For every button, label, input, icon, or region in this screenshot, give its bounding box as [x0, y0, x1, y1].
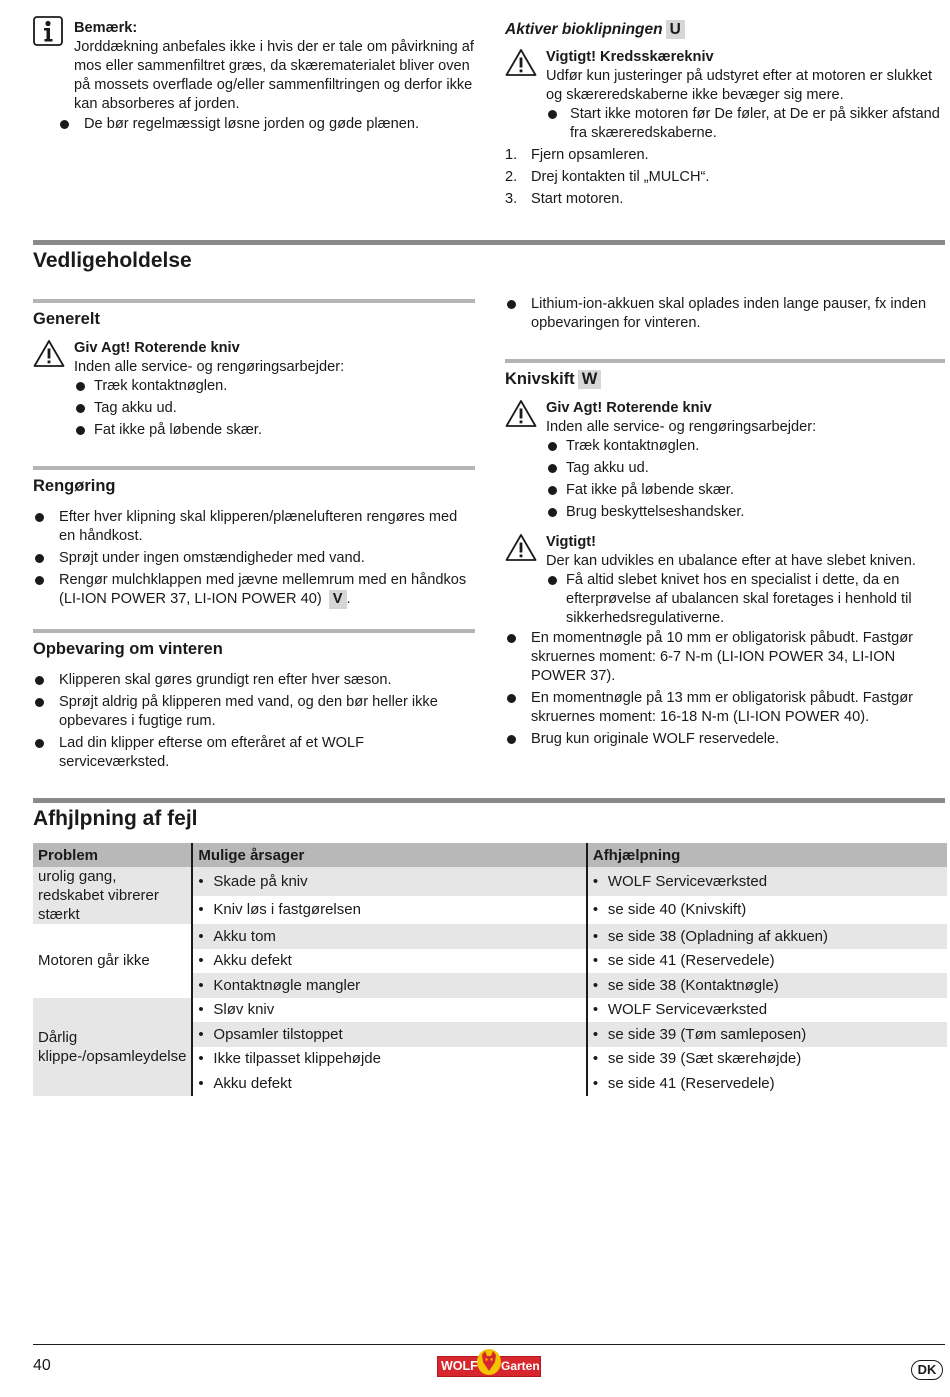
bioclip-warning-text: Udfør kun justeringer på udstyret efter at motoren er slukket og skæreredskaberne ikke bevæger sig mere. [546, 68, 933, 103]
page-number: 40 [33, 1357, 51, 1374]
cause-cell: • Opsamler tilstoppet [192, 1022, 586, 1047]
table-row [33, 998, 947, 1023]
troubleshooting-table [33, 843, 947, 1096]
knife-bullet: Fat ikke på løbende skær. [546, 481, 945, 500]
winter-bullet: Klipperen skal gøres grundigt ren efter hver sæson. [33, 671, 475, 690]
general-warning-title: Giv Agt! Roterende kniv [74, 340, 240, 356]
knife-list [505, 629, 945, 749]
subsection-rule [33, 629, 475, 633]
country-badge: DK [911, 1360, 943, 1380]
fix-cell: • WOLF Serviceværksted [587, 867, 947, 896]
cleaning-title: Rengøring [33, 477, 116, 495]
subsection-rule [505, 359, 945, 363]
section-rule [33, 240, 945, 245]
general-bullet: Træk kontaktnøglen. [74, 377, 475, 396]
cause-cell: • Skade på kniv [192, 867, 586, 896]
knife-important-text: Der kan udvikles en ubalance efter at have slebet kniven. [546, 553, 916, 569]
subsection-rule [33, 466, 475, 470]
cleaning-bullet: Efter hver klipning skal klipperen/plænelufteren rengøres med en håndkost. [33, 508, 475, 546]
figure-tag-v: V [329, 590, 347, 609]
note-bullet: De bør regelmæssigt løsne jorden og gøde plænen. [58, 115, 475, 134]
fix-cell: • se side 38 (Kontaktnøgle) [587, 973, 947, 998]
fix-cell: • se side 41 (Reservedele) [587, 949, 947, 974]
knife-bullet: Træk kontaktnøglen. [546, 437, 945, 456]
knife-warning [505, 399, 945, 522]
winter-section [33, 629, 475, 772]
fix-cell: • se side 39 (Tøm samleposen) [587, 1022, 947, 1047]
winter-bullet: Sprøjt aldrig på klipperen med vand, og den bør heller ikke opbevares i fugtige rum. [33, 693, 475, 731]
fix-cell: • WOLF Serviceværksted [587, 998, 947, 1023]
cause-cell: • Akku defekt [192, 1071, 586, 1096]
cleaning-bullet: Sprøjt under ingen omstændigheder med vand. [33, 549, 475, 568]
section-rule [33, 798, 945, 803]
wolf-head-icon [477, 1349, 501, 1375]
note-title: Bemærk: [74, 20, 138, 36]
cleaning-section [33, 466, 475, 609]
bioclip-warning-title: Vigtigt! Kredsskærekniv [546, 49, 714, 65]
winter-bullet: Lad din klipper efterse om efteråret af et WOLF serviceværksted. [33, 734, 475, 772]
knife-section [505, 359, 945, 749]
note-box [33, 19, 475, 134]
winter-list [33, 671, 475, 772]
header-remedy: Afhjælpning [587, 843, 947, 867]
cause-cell: • Akku tom [192, 924, 586, 949]
general-bullet: Tag akku ud. [74, 399, 475, 418]
knife-title: Knivskift W [505, 368, 945, 390]
general-warning [33, 339, 475, 440]
cause-cell: • Ikke tilpasset klippehøjde [192, 1047, 586, 1072]
winter-title: Opbevaring om vinteren [33, 640, 223, 658]
bioclip-steps [505, 146, 945, 209]
knife-important-bullet: Få altid slebet knivet hos en specialist i dette, da en efterprøvelse af ubalancen skal foretages i henhold til sikkerhedsregulativerne. [546, 571, 945, 628]
knife-bullet: Brug beskyttelseshandsker. [546, 503, 945, 522]
general-title: Generelt [33, 310, 100, 328]
fix-cell: • se side 39 (Sæt skærehøjde) [587, 1047, 947, 1072]
wolf-garten-logo: WOLF Garten [437, 1349, 541, 1379]
general-bullet: Fat ikke på løbende skær. [74, 421, 475, 440]
warning-icon [33, 339, 65, 368]
battery-note [505, 295, 945, 333]
knife-bullet2: En momentnøgle på 13 mm er obligatorisk påbudt. Fastgør skruernes moment: 16-18 N-m (LI-ION POWER 40). [505, 689, 945, 727]
cause-cell: • Akku defekt [192, 949, 586, 974]
cleaning-bullet: Rengør mulchklappen med jævne mellemrum med en håndkos (LI-ION POWER 37, LI-ION POWER 40) V . [33, 571, 475, 609]
bioclip-section [505, 20, 945, 209]
problem-cell: urolig gang, redskabet vibrerer stærkt [33, 867, 192, 924]
problem-cell: Motoren går ikke [33, 924, 192, 998]
bioclip-warning-bullet: Start ikke motoren før De føler, at De er på sikker afstand fra skæreredskaberne. [546, 105, 945, 143]
knife-bullet2: En momentnøgle på 10 mm er obligatorisk påbudt. Fastgør skruernes moment: 6-7 N-m (LI-ION POWER 34, LI-ION POWER 37). [505, 629, 945, 686]
warning-icon [505, 399, 537, 428]
table-row [33, 867, 947, 896]
fix-cell: • se side 41 (Reservedele) [587, 1071, 947, 1096]
knife-warning-text: Inden alle service- og rengøringsarbejder: [546, 419, 817, 435]
knife-bullet2: Brug kun originale WOLF reservedele. [505, 730, 945, 749]
header-causes: Mulige årsager [192, 843, 586, 867]
bioclip-title: Aktiver bioklipningen U [505, 20, 945, 40]
info-icon [33, 16, 63, 46]
maintenance-title: Vedligeholdelse [33, 249, 192, 272]
subsection-rule [33, 299, 475, 303]
cause-cell: • Kontaktnøgle mangler [192, 973, 586, 998]
step-item: 1. Fjern opsamleren. [505, 147, 649, 163]
cause-cell: • Sløv kniv [192, 998, 586, 1023]
knife-important [505, 533, 945, 628]
note-text: Jorddækning anbefales ikke i hvis der er tale om påvirkning af mos eller sammenfiltret græs, da skærematerialet bliver oven på mossets overflade og/eller sammenfiltringen og derfor ikke kan absorberes af jorden. [74, 39, 474, 112]
troubleshooting-title: Afhjlpning af fejl [33, 807, 198, 830]
figure-tag-w: W [578, 370, 602, 389]
cleaning-list [33, 508, 475, 609]
fix-cell: • se side 38 (Opladning af akkuen) [587, 924, 947, 949]
table-row [33, 924, 947, 949]
battery-bullet: Lithium-ion-akkuen skal oplades inden lange pauser, fx inden opbevaringen for vinteren. [505, 295, 945, 333]
general-warning-text: Inden alle service- og rengøringsarbejder: [74, 359, 345, 375]
step-item: 3. Start motoren. [505, 191, 624, 207]
bioclip-warning [505, 48, 945, 143]
knife-bullet: Tag akku ud. [546, 459, 945, 478]
warning-icon [505, 48, 537, 77]
fix-cell: • se side 40 (Knivskift) [587, 896, 947, 925]
header-problem: Problem [33, 843, 192, 867]
footer-rule [33, 1344, 945, 1345]
step-item: 2. Drej kontakten til „MULCH“. [505, 169, 710, 185]
figure-tag-u: U [666, 20, 685, 39]
cause-cell: • Kniv løs i fastgørelsen [192, 896, 586, 925]
problem-cell: Dårlig klippe-/opsamleydelse [33, 998, 192, 1096]
warning-icon [505, 533, 537, 562]
knife-important-title: Vigtigt! [546, 534, 596, 550]
table-header-row [33, 843, 947, 867]
knife-warning-title: Giv Agt! Roterende kniv [546, 400, 712, 416]
general-section [33, 299, 475, 440]
